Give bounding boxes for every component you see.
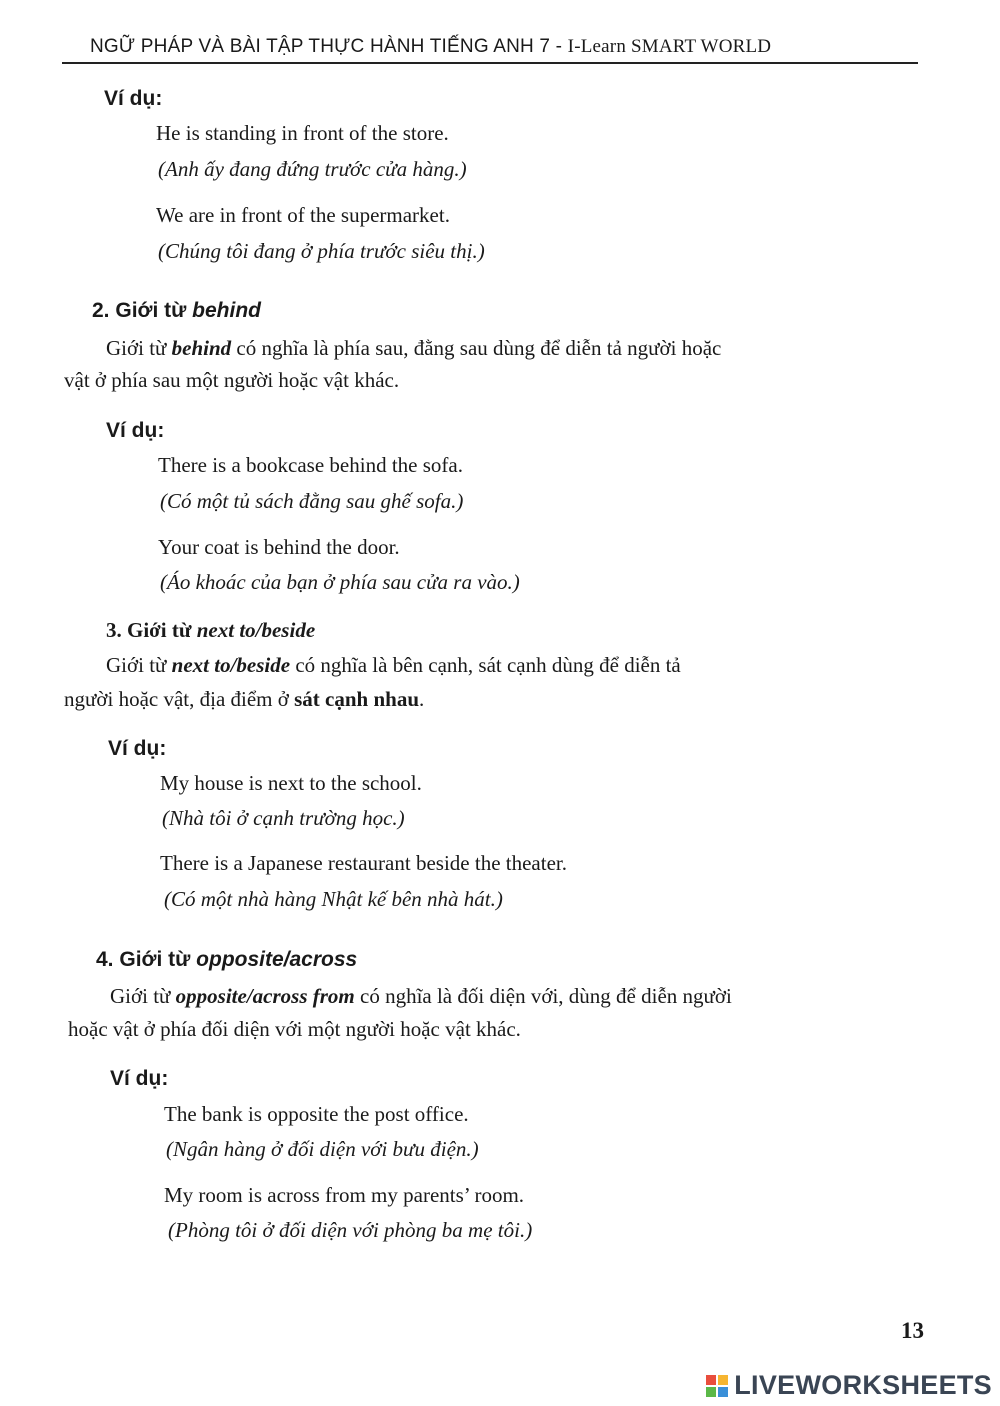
example-translation: (Nhà tôi ở cạnh trường học.) bbox=[162, 806, 405, 830]
example-english: There is a bookcase behind the sofa. bbox=[158, 453, 463, 477]
example-english: There is a Japanese restaurant beside the theater. bbox=[160, 851, 567, 875]
running-header bbox=[90, 36, 771, 58]
header-rule bbox=[62, 62, 918, 64]
liveworksheets-logo-text: LIVEWORKSHEETS bbox=[734, 1370, 992, 1400]
section-body-line: người hoặc vật, địa điểm ở sát cạnh nhau. bbox=[64, 687, 425, 711]
example-label: Ví dụ: bbox=[108, 737, 167, 760]
example-english: We are in front of the supermarket. bbox=[156, 203, 450, 227]
example-english: Your coat is behind the door. bbox=[158, 535, 400, 559]
example-label: Ví dụ: bbox=[110, 1067, 169, 1090]
example-translation: (Áo khoác của bạn ở phía sau cửa ra vào.) bbox=[160, 570, 520, 594]
liveworksheets-logo-icon bbox=[706, 1375, 728, 1397]
section-body-line: Giới từ behind có nghĩa là phía sau, đằng sau dùng để diễn tả người hoặc bbox=[106, 336, 722, 360]
example-english: My room is across from my parents’ room. bbox=[164, 1183, 525, 1207]
example-english: The bank is opposite the post office. bbox=[164, 1102, 469, 1126]
example-translation: (Phòng tôi ở đối diện với phòng ba mẹ tôi.) bbox=[168, 1218, 533, 1242]
example-translation: (Có một tủ sách đằng sau ghế sofa.) bbox=[160, 489, 464, 513]
example-translation: (Anh ấy đang đứng trước cửa hàng.) bbox=[158, 157, 467, 181]
example-translation: (Ngân hàng ở đối diện với bưu điện.) bbox=[166, 1137, 479, 1161]
section-heading-next-to: 3. Giới từ next to/beside bbox=[106, 618, 316, 642]
section-body-line: vật ở phía sau một người hoặc vật khác. bbox=[64, 368, 400, 392]
example-translation: (Có một nhà hàng Nhật kế bên nhà hát.) bbox=[164, 887, 503, 911]
book-title: NGỮ PHÁP VÀ BÀI TẬP THỰC HÀNH TIẾNG ANH 7 - bbox=[90, 36, 568, 57]
section-body-line: Giới từ opposite/across from có nghĩa là đối diện với, dùng để diễn người bbox=[110, 984, 732, 1008]
example-english: My house is next to the school. bbox=[160, 771, 422, 795]
section-heading-opposite: 4. Giới từ opposite/across bbox=[96, 948, 358, 971]
example-label: Ví dụ: bbox=[104, 87, 163, 110]
example-english: He is standing in front of the store. bbox=[156, 121, 449, 145]
example-label: Ví dụ: bbox=[106, 419, 165, 442]
section-body-line: Giới từ next to/beside có nghĩa là bên cạnh, sát cạnh dùng để diễn tả bbox=[106, 653, 681, 677]
book-series: I-Learn SMART WORLD bbox=[567, 36, 772, 57]
example-translation: (Chúng tôi đang ở phía trước siêu thị.) bbox=[158, 239, 485, 263]
page-number: 13 bbox=[901, 1318, 924, 1343]
section-heading-behind: 2. Giới từ behind bbox=[92, 299, 261, 322]
section-body-line: hoặc vật ở phía đối diện với một người hoặc vật khác. bbox=[68, 1017, 521, 1041]
liveworksheets-logo bbox=[706, 1370, 992, 1401]
